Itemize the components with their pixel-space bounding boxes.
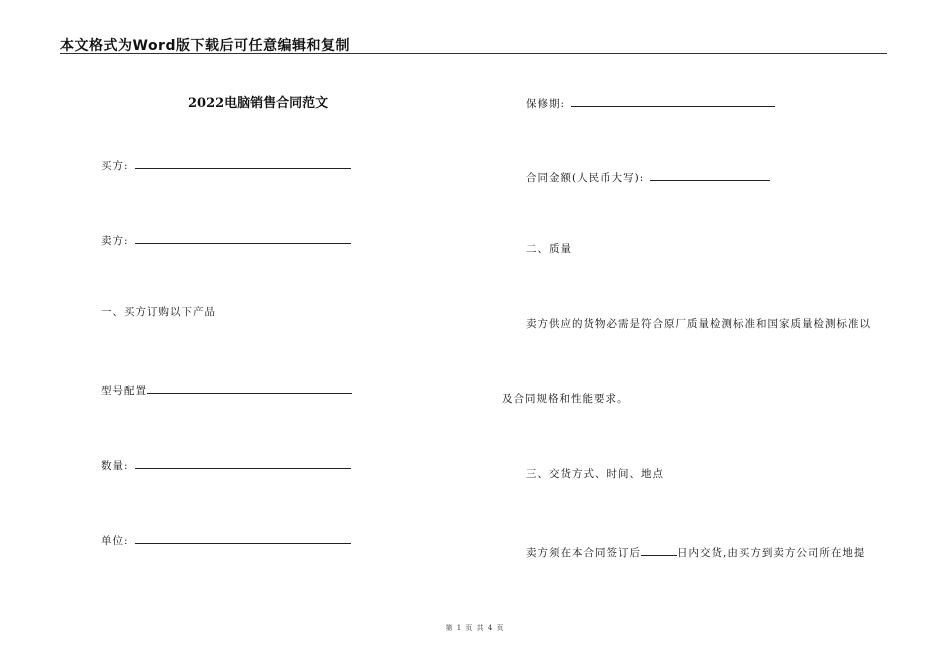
delivery-text-part-2: 日内交货,由买方到卖方公司所在地提 [677,547,866,559]
amount-label: 合同金额(人民币大写): [526,172,645,184]
section-3-heading: 三、交货方式、时间、地点 [526,468,664,480]
page-number-footer: 第 1 页 共 4 页 [445,624,505,632]
delivery-days-blank[interactable] [641,543,677,556]
seller-blank[interactable] [135,231,351,244]
amount-blank[interactable] [650,168,770,181]
unit-line [101,531,351,548]
quantity-blank[interactable] [135,456,351,469]
delivery-text-part-1: 卖方须在本合同签订后 [526,547,641,559]
quality-text-line-2: 及合同规格和性能要求。 [502,393,629,405]
unit-label: 单位: [101,535,129,547]
delivery-text-line [526,543,865,560]
model-blank[interactable] [147,381,352,394]
quantity-label: 数量: [101,460,129,472]
warranty-label: 保修期: [526,98,566,110]
warranty-blank[interactable] [571,94,775,107]
banner-divider [60,53,887,54]
amount-line [526,168,770,185]
buyer-label: 买方: [101,160,129,172]
buyer-line [101,156,351,173]
seller-line [101,231,351,248]
quality-text-line-1: 卖方供应的货物必需是符合原厂质量检测标准和国家质量检测标准以 [526,318,871,330]
seller-label: 卖方: [101,235,129,247]
section-2-heading: 二、质量 [526,243,572,255]
warranty-line [526,94,775,111]
document-title: 2022电脑销售合同范文 [188,96,329,111]
buyer-blank[interactable] [135,156,351,169]
model-label: 型号配置 [101,385,147,397]
quantity-line [101,456,351,473]
section-1-heading: 一、买方订购以下产品 [101,306,216,318]
unit-blank[interactable] [135,531,351,544]
model-line [101,381,352,398]
page-banner: 本文格式为Word版下载后可任意编辑和复制 [60,38,350,54]
